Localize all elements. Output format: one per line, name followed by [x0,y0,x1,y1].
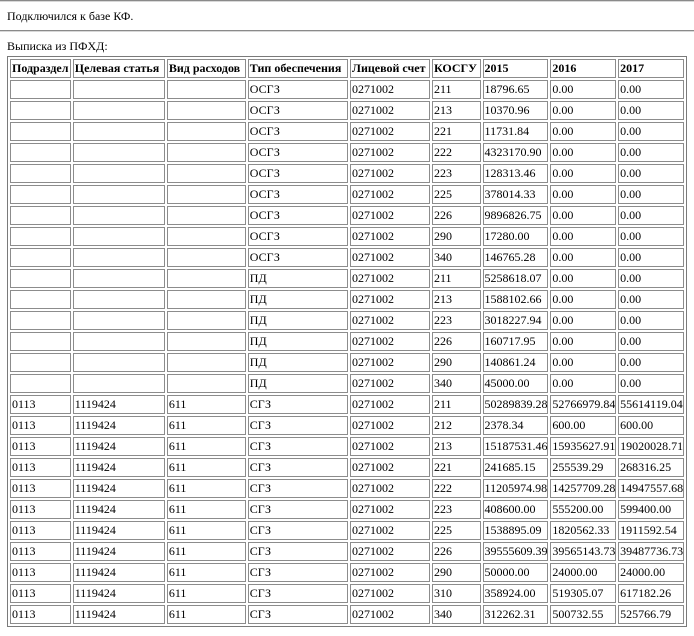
cell-2015: 358924.00 [483,584,549,603]
cell-subsection [10,122,71,141]
cell-2017: 0.00 [618,185,684,204]
cell-2017: 0.00 [618,332,684,351]
cell-subsection [10,185,71,204]
cell-expense-type [167,80,246,99]
cell-kosgu: 211 [432,395,481,414]
table-row [10,500,684,519]
cell-kosgu: 223 [432,500,481,519]
cell-2016: 600.00 [550,416,616,435]
cell-2017: 0.00 [618,143,684,162]
table-row [10,143,684,162]
cell-subsection [10,164,71,183]
cell-funding-type: ОСГЗ [248,227,348,246]
cell-subsection: 0113 [10,458,71,477]
cell-2015: 140861.24 [483,353,549,372]
cell-expense-type [167,206,246,225]
cell-expense-type: 611 [167,479,246,498]
table-body [10,80,684,624]
cell-2017: 55614119.04 [618,395,684,414]
cell-kosgu: 211 [432,269,481,288]
cell-kosgu: 223 [432,164,481,183]
cell-2015: 3018227.94 [483,311,549,330]
cell-target-article [73,122,165,141]
cell-target-article [73,290,165,309]
cell-2015: 11205974.98 [483,479,549,498]
cell-account: 0271002 [350,185,430,204]
table-row [10,269,684,288]
table-row [10,584,684,603]
cell-expense-type [167,290,246,309]
table-row [10,395,684,414]
cell-account: 0271002 [350,332,430,351]
cell-subsection: 0113 [10,416,71,435]
cell-kosgu: 340 [432,605,481,624]
cell-subsection [10,206,71,225]
cell-kosgu: 290 [432,353,481,372]
cell-2017: 599400.00 [618,500,684,519]
cell-expense-type: 611 [167,584,246,603]
cell-target-article [73,374,165,393]
cell-2016: 52766979.84 [550,395,616,414]
cell-expense-type: 611 [167,395,246,414]
cell-expense-type [167,269,246,288]
cell-funding-type: СГЗ [248,458,348,477]
cell-funding-type: СГЗ [248,542,348,561]
table-row [10,101,684,120]
cell-kosgu: 222 [432,143,481,162]
cell-2015: 241685.15 [483,458,549,477]
column-header-expense-type: Вид расходов [167,59,246,78]
cell-2015: 1588102.66 [483,290,549,309]
table-row [10,563,684,582]
cell-2016: 0.00 [550,101,616,120]
table-row [10,479,684,498]
cell-2017: 617182.26 [618,584,684,603]
cell-funding-type: СГЗ [248,563,348,582]
cell-expense-type [167,248,246,267]
cell-target-article [73,206,165,225]
column-header-2015: 2015 [483,59,549,78]
cell-funding-type: ПД [248,290,348,309]
cell-kosgu: 340 [432,374,481,393]
cell-account: 0271002 [350,374,430,393]
cell-2015: 1538895.09 [483,521,549,540]
cell-2017: 0.00 [618,248,684,267]
cell-2015: 9896826.75 [483,206,549,225]
cell-account: 0271002 [350,479,430,498]
cell-2016: 0.00 [550,248,616,267]
section-divider [0,30,694,32]
cell-kosgu: 221 [432,458,481,477]
cell-account: 0271002 [350,227,430,246]
cell-funding-type: СГЗ [248,416,348,435]
cell-2016: 14257709.28 [550,479,616,498]
cell-account: 0271002 [350,542,430,561]
cell-expense-type: 611 [167,458,246,477]
cell-funding-type: ОСГЗ [248,80,348,99]
cell-kosgu: 212 [432,416,481,435]
cell-2015: 10370.96 [483,101,549,120]
cell-target-article [73,227,165,246]
cell-2016: 0.00 [550,374,616,393]
cell-target-article [73,248,165,267]
cell-target-article: 1119424 [73,521,165,540]
table-row [10,521,684,540]
cell-target-article [73,185,165,204]
cell-2016: 0.00 [550,164,616,183]
table-row [10,122,684,141]
pfhd-table [7,56,687,627]
cell-2015: 312262.31 [483,605,549,624]
cell-kosgu: 223 [432,311,481,330]
cell-kosgu: 211 [432,80,481,99]
cell-subsection [10,227,71,246]
table-row [10,206,684,225]
cell-subsection [10,332,71,351]
cell-2017: 0.00 [618,80,684,99]
cell-2017: 24000.00 [618,563,684,582]
cell-target-article: 1119424 [73,416,165,435]
cell-kosgu: 221 [432,122,481,141]
cell-2016: 0.00 [550,290,616,309]
table-row [10,185,684,204]
cell-funding-type: СГЗ [248,500,348,519]
cell-2015: 17280.00 [483,227,549,246]
cell-2017: 14947557.68 [618,479,684,498]
cell-2017: 0.00 [618,353,684,372]
table-row [10,458,684,477]
cell-2015: 128313.46 [483,164,549,183]
cell-kosgu: 226 [432,542,481,561]
cell-funding-type: ПД [248,311,348,330]
cell-subsection: 0113 [10,584,71,603]
cell-2015: 39555609.39 [483,542,549,561]
cell-2016: 1820562.33 [550,521,616,540]
cell-funding-type: СГЗ [248,395,348,414]
cell-account: 0271002 [350,206,430,225]
cell-target-article [73,311,165,330]
cell-kosgu: 310 [432,584,481,603]
cell-target-article: 1119424 [73,542,165,561]
cell-kosgu: 290 [432,227,481,246]
cell-account: 0271002 [350,584,430,603]
cell-2017: 1911592.54 [618,521,684,540]
table-row [10,353,684,372]
cell-funding-type: ПД [248,353,348,372]
cell-kosgu: 226 [432,332,481,351]
cell-target-article [73,143,165,162]
cell-funding-type: СГЗ [248,584,348,603]
column-header-subsection: Подраздел [10,59,71,78]
cell-2016: 39565143.73 [550,542,616,561]
cell-subsection: 0113 [10,437,71,456]
cell-account: 0271002 [350,395,430,414]
cell-2016: 0.00 [550,269,616,288]
table-header-row [10,59,684,78]
column-header-account: Лицевой счет [350,59,430,78]
cell-expense-type [167,374,246,393]
cell-account: 0271002 [350,416,430,435]
cell-account: 0271002 [350,143,430,162]
table-caption: Выписка из ПФХД: [7,39,108,53]
cell-account: 0271002 [350,458,430,477]
cell-2015: 146765.28 [483,248,549,267]
cell-subsection [10,311,71,330]
cell-funding-type: ОСГЗ [248,101,348,120]
column-header-kosgu: КОСГУ [432,59,481,78]
cell-kosgu: 213 [432,437,481,456]
cell-2015: 378014.33 [483,185,549,204]
cell-target-article [73,164,165,183]
cell-2017: 0.00 [618,206,684,225]
cell-kosgu: 225 [432,521,481,540]
cell-subsection [10,269,71,288]
cell-2015: 50289839.28 [483,395,549,414]
cell-2017: 0.00 [618,311,684,330]
cell-expense-type: 611 [167,605,246,624]
cell-2017: 39487736.73 [618,542,684,561]
cell-2017: 0.00 [618,374,684,393]
cell-2016: 24000.00 [550,563,616,582]
cell-kosgu: 225 [432,185,481,204]
cell-account: 0271002 [350,80,430,99]
cell-account: 0271002 [350,248,430,267]
cell-2016: 255539.29 [550,458,616,477]
cell-kosgu: 340 [432,248,481,267]
cell-expense-type [167,164,246,183]
cell-expense-type [167,353,246,372]
cell-account: 0271002 [350,605,430,624]
cell-subsection: 0113 [10,542,71,561]
top-divider [0,0,694,2]
cell-2016: 0.00 [550,227,616,246]
cell-2015: 11731.84 [483,122,549,141]
cell-account: 0271002 [350,353,430,372]
cell-account: 0271002 [350,122,430,141]
cell-kosgu: 222 [432,479,481,498]
cell-account: 0271002 [350,521,430,540]
cell-target-article: 1119424 [73,584,165,603]
cell-2015: 5258618.07 [483,269,549,288]
cell-subsection [10,353,71,372]
cell-subsection: 0113 [10,563,71,582]
table-row [10,248,684,267]
cell-funding-type: ПД [248,332,348,351]
cell-funding-type: СГЗ [248,605,348,624]
table-row [10,227,684,246]
cell-subsection [10,80,71,99]
cell-2015: 4323170.90 [483,143,549,162]
cell-target-article: 1119424 [73,563,165,582]
cell-kosgu: 213 [432,101,481,120]
cell-expense-type: 611 [167,521,246,540]
table-row [10,416,684,435]
cell-account: 0271002 [350,269,430,288]
table-row [10,164,684,183]
cell-funding-type: ПД [248,269,348,288]
cell-funding-type: ОСГЗ [248,143,348,162]
cell-subsection: 0113 [10,500,71,519]
table-row [10,311,684,330]
column-header-target-article: Целевая статья [73,59,165,78]
cell-2016: 519305.07 [550,584,616,603]
table-row [10,332,684,351]
cell-2017: 600.00 [618,416,684,435]
cell-subsection: 0113 [10,605,71,624]
cell-target-article: 1119424 [73,479,165,498]
cell-expense-type: 611 [167,416,246,435]
cell-target-article: 1119424 [73,437,165,456]
cell-target-article [73,101,165,120]
cell-kosgu: 290 [432,563,481,582]
table-row [10,542,684,561]
cell-kosgu: 213 [432,290,481,309]
cell-2016: 0.00 [550,185,616,204]
cell-funding-type: СГЗ [248,437,348,456]
cell-account: 0271002 [350,500,430,519]
table-row [10,605,684,624]
cell-account: 0271002 [350,290,430,309]
cell-2016: 0.00 [550,332,616,351]
cell-2016: 15935627.91 [550,437,616,456]
cell-2015: 18796.65 [483,80,549,99]
cell-expense-type [167,143,246,162]
table-row [10,437,684,456]
cell-2017: 0.00 [618,122,684,141]
cell-expense-type: 611 [167,542,246,561]
cell-2015: 45000.00 [483,374,549,393]
column-header-2017: 2017 [618,59,684,78]
cell-2016: 555200.00 [550,500,616,519]
cell-2016: 0.00 [550,122,616,141]
cell-2015: 15187531.46 [483,437,549,456]
cell-2015: 408600.00 [483,500,549,519]
cell-2016: 0.00 [550,353,616,372]
cell-2017: 0.00 [618,101,684,120]
cell-funding-type: СГЗ [248,479,348,498]
cell-subsection [10,101,71,120]
cell-expense-type [167,122,246,141]
cell-subsection [10,143,71,162]
cell-funding-type: ПД [248,374,348,393]
cell-funding-type: ОСГЗ [248,122,348,141]
cell-target-article: 1119424 [73,395,165,414]
table-row [10,80,684,99]
cell-target-article [73,269,165,288]
cell-expense-type [167,227,246,246]
cell-2017: 0.00 [618,269,684,288]
cell-account: 0271002 [350,311,430,330]
cell-funding-type: ОСГЗ [248,206,348,225]
cell-expense-type [167,101,246,120]
cell-subsection [10,374,71,393]
cell-target-article [73,353,165,372]
cell-expense-type: 611 [167,500,246,519]
cell-2016: 0.00 [550,206,616,225]
cell-funding-type: ОСГЗ [248,185,348,204]
column-header-2016: 2016 [550,59,616,78]
cell-2016: 0.00 [550,143,616,162]
cell-expense-type [167,332,246,351]
column-header-funding-type: Тип обеспечения [248,59,348,78]
cell-2015: 50000.00 [483,563,549,582]
cell-target-article: 1119424 [73,500,165,519]
cell-2017: 0.00 [618,164,684,183]
cell-2017: 19020028.71 [618,437,684,456]
cell-account: 0271002 [350,164,430,183]
cell-2016: 0.00 [550,311,616,330]
cell-subsection [10,248,71,267]
cell-funding-type: ОСГЗ [248,248,348,267]
cell-target-article [73,80,165,99]
cell-subsection: 0113 [10,479,71,498]
cell-2017: 0.00 [618,227,684,246]
cell-2017: 268316.25 [618,458,684,477]
table-row [10,374,684,393]
status-message: Подключился к базе КФ. [7,9,134,23]
cell-2017: 0.00 [618,290,684,309]
cell-target-article [73,332,165,351]
cell-expense-type [167,185,246,204]
cell-target-article: 1119424 [73,605,165,624]
cell-funding-type: ОСГЗ [248,164,348,183]
cell-subsection [10,290,71,309]
cell-expense-type: 611 [167,563,246,582]
cell-expense-type [167,311,246,330]
cell-subsection: 0113 [10,395,71,414]
cell-2016: 0.00 [550,80,616,99]
cell-2015: 160717.95 [483,332,549,351]
cell-2017: 525766.79 [618,605,684,624]
cell-2015: 2378.34 [483,416,549,435]
cell-funding-type: СГЗ [248,521,348,540]
cell-account: 0271002 [350,101,430,120]
cell-subsection: 0113 [10,521,71,540]
cell-2016: 500732.55 [550,605,616,624]
table-row [10,290,684,309]
cell-target-article: 1119424 [73,458,165,477]
cell-account: 0271002 [350,437,430,456]
cell-expense-type: 611 [167,437,246,456]
cell-account: 0271002 [350,563,430,582]
cell-kosgu: 226 [432,206,481,225]
